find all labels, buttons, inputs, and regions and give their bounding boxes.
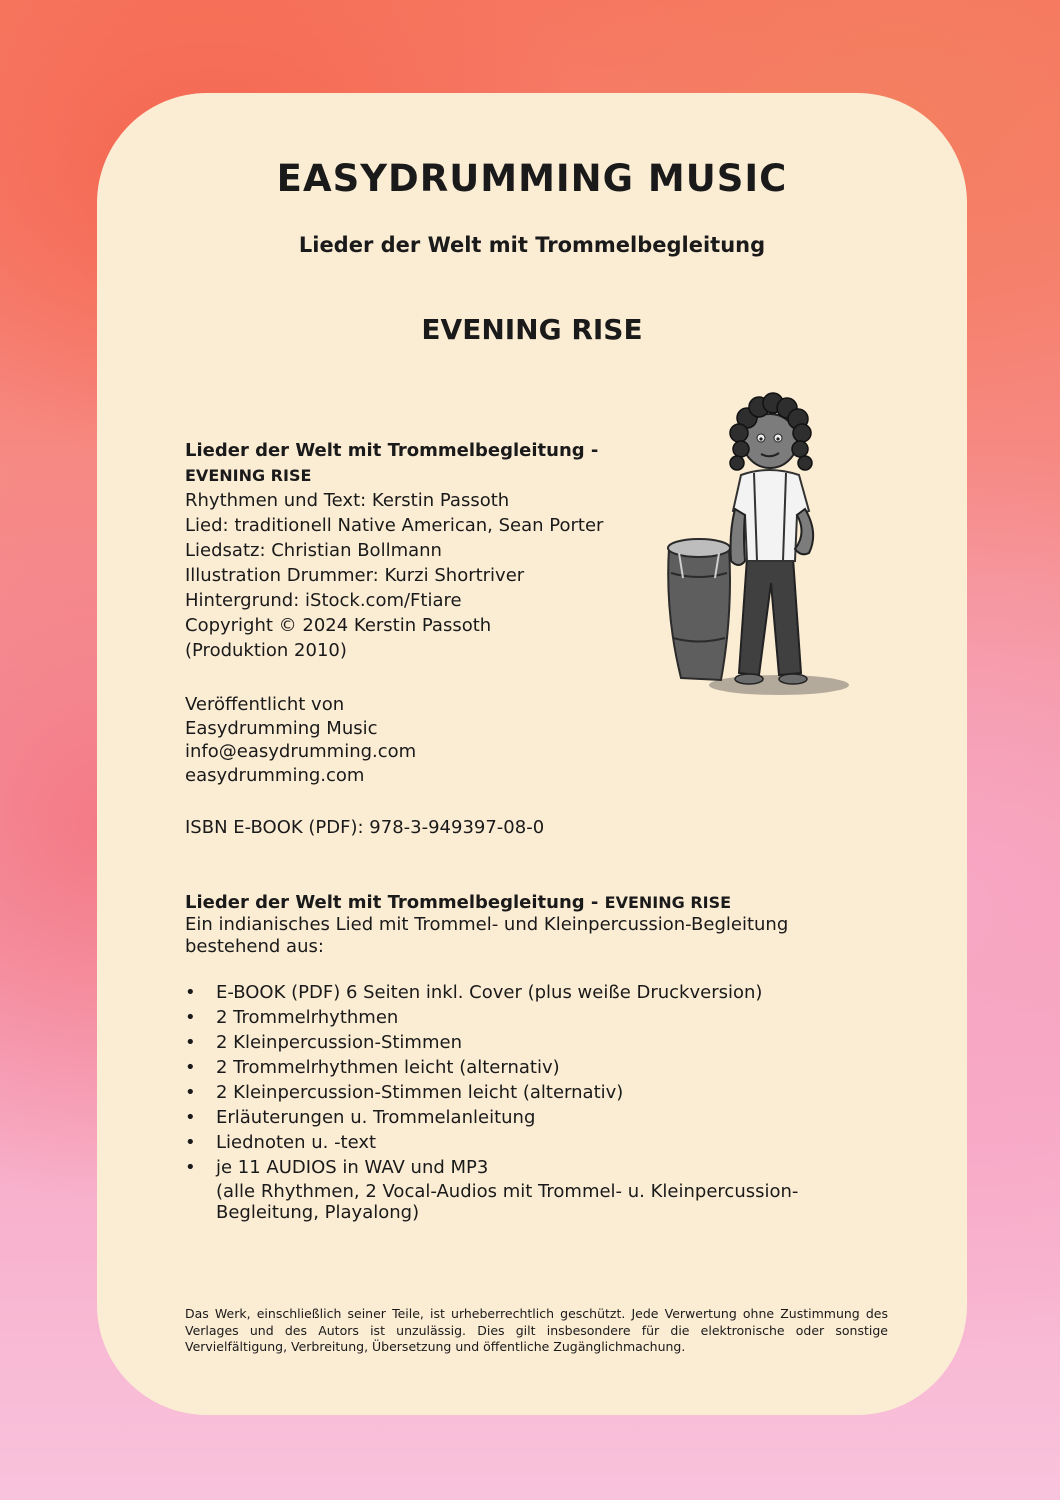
drummer-with-conga-illustration [659, 383, 859, 703]
list-item: • 2 Kleinpercussion-Stimmen leicht (alternativ) [185, 1080, 825, 1105]
feature-list [185, 980, 825, 1180]
legal-notice: Das Werk, einschließlich seiner Teile, ist urheberrechtlich geschützt. Jede Verwertung ohne Zustimmung des Verlages und des Autors ist unzulässig. Dies gilt insbesondere für die elektronische oder sonstige Vervielfältigung, Verbreitung, Übersetzung und öffentliche Zugänglichmachung. [185, 1306, 888, 1354]
production-line: (Produktion 2010) [185, 640, 347, 661]
summary-heading [185, 892, 825, 914]
series-subtitle: Lieder der Welt mit Trommelbegleitung [298, 233, 766, 257]
summary-description: Ein indianisches Lied mit Trommel- und Kleinpercussion-Begleitung bestehend aus: [185, 914, 789, 957]
copyright-line: Copyright © 2024 Kerstin Passoth [185, 615, 492, 636]
publisher-website-link[interactable]: easydrumming.com [185, 764, 365, 786]
publisher-email-link[interactable]: info@easydrumming.com [185, 741, 417, 762]
list-item: • E-BOOK (PDF) 6 Seiten inkl. Cover (plus weiße Druckversion) [185, 980, 825, 1005]
credits-block [185, 438, 603, 663]
credit-line: Rhythmen und Text: Kerstin Passoth [185, 490, 510, 511]
list-item: • je 11 AUDIOS in WAV und MP3 [185, 1155, 825, 1180]
credit-line: Hintergrund: iStock.com/Ftiare [185, 590, 462, 611]
publisher-block [185, 693, 416, 787]
publisher-name: Easydrumming Music [185, 717, 378, 739]
brand-title: EASYDRUMMING MUSIC [276, 157, 788, 200]
credits-heading: Lieder der Welt mit Trommelbegleitung - [185, 440, 599, 461]
list-item: • Erläuterungen u. Trommelanleitung [185, 1105, 825, 1130]
list-item: • 2 Trommelrhythmen [185, 1005, 825, 1030]
list-item: • 2 Kleinpercussion-Stimmen [185, 1030, 825, 1055]
list-item: • 2 Trommelrhythmen leicht (alternativ) [185, 1055, 825, 1080]
isbn-line [185, 815, 544, 840]
song-title: EVENING RISE [421, 313, 643, 346]
content-card [97, 93, 967, 1415]
credit-line: Illustration Drummer: Kurzi Shortriver [185, 565, 525, 586]
isbn-text: ISBN E-BOOK (PDF): 978-3-949397-08-0 [185, 817, 545, 838]
publisher-label: Veröffentlicht von [185, 694, 345, 715]
summary-heading-title: EVENING RISE [604, 893, 732, 912]
summary-heading-main: Lieder der Welt mit Trommelbegleitung - [185, 892, 605, 913]
credit-line: Liedsatz: Christian Bollmann [185, 540, 442, 561]
list-item: • Liednoten u. -text [185, 1130, 825, 1155]
credits-heading-title: EVENING RISE [185, 466, 312, 485]
credit-line: Lied: traditionell Native American, Sean Porter [185, 515, 604, 536]
conga-icon [668, 539, 730, 680]
list-item-note: (alle Rhythmen, 2 Vocal-Audios mit Trommel- u. Kleinpercussion-Begleitung, Playalong) [216, 1181, 799, 1223]
summary-block [185, 892, 825, 1223]
